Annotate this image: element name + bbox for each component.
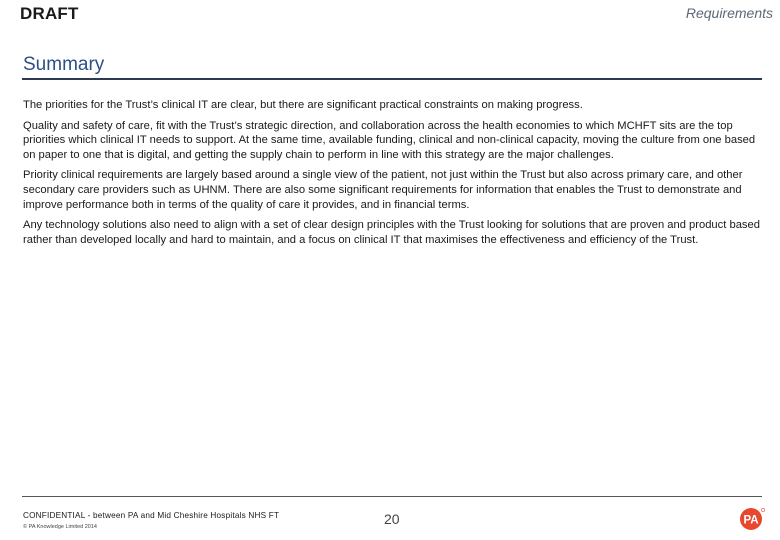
section-name: Requirements bbox=[685, 5, 773, 21]
page-number: 20 bbox=[384, 511, 400, 527]
logo-mark bbox=[761, 508, 764, 511]
logo-text: PA bbox=[743, 514, 759, 527]
paragraph: Quality and safety of care, fit with the Trust’s strategic direction, and collaboration across the health economies to which MCHFT sits are the top priorities which clinical IT needs to support. At the same time, available funding, clinical and non-clinical capacity, moving the culture from one based on paper to one that is digital, and getting the supply chain to perform in line with this strategy are the major challenges. bbox=[23, 119, 756, 161]
paragraph: Any technology solutions also need to align with a set of clear design principles with the Trust looking for solutions that are proven and product based rather than developed locally and hard to maintain, and a focus on clinical IT that maximises the effectiveness and efficiency of the Trust. bbox=[23, 219, 760, 246]
paragraph: Priority clinical requirements are largely based around a single view of the patient, not just within the Trust but also across primary care, and other secondary care providers such as UHNM. There are also some significant requirements for information that enables the Trust to demonstrate and improve performance both in terms of the quality of care it provides, and in financial terms. bbox=[23, 169, 743, 211]
footer-divider bbox=[22, 496, 762, 497]
body-text bbox=[23, 98, 765, 253]
pa-logo bbox=[739, 506, 765, 532]
draft-label: DRAFT bbox=[20, 4, 79, 23]
page-title: Summary bbox=[23, 54, 105, 75]
title-divider bbox=[22, 78, 762, 80]
confidential-notice: CONFIDENTIAL - between PA and Mid Cheshire Hospitals NHS FT bbox=[23, 511, 280, 520]
copyright-notice: © PA Knowledge Limited 2014 bbox=[23, 524, 97, 530]
paragraph: The priorities for the Trust’s clinical IT are clear, but there are significant practical constraints on making progress. bbox=[23, 99, 583, 111]
